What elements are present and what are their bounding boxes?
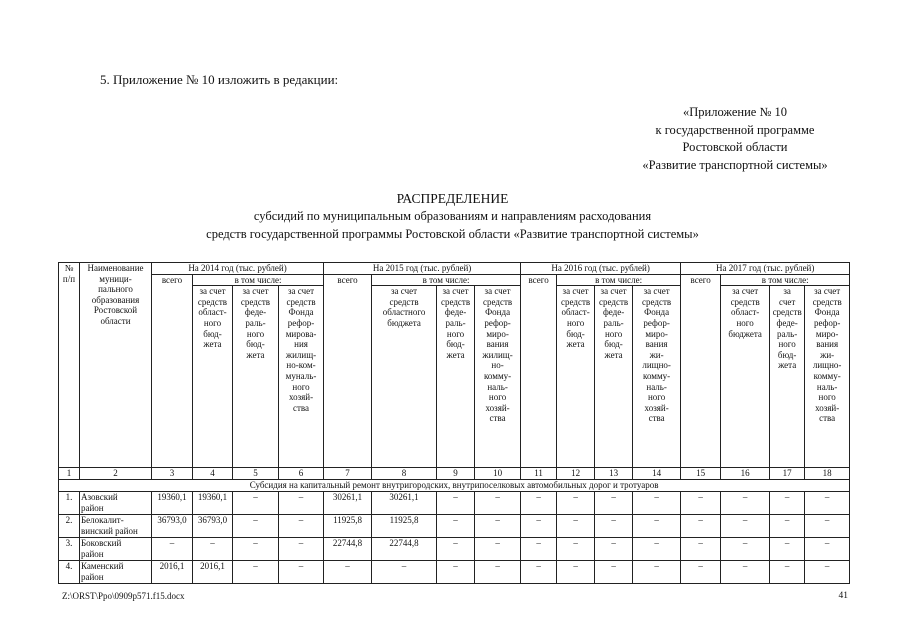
column-number-row bbox=[59, 468, 850, 480]
value-cell: 22744,8 bbox=[372, 538, 437, 561]
column-number-cell: 18 bbox=[805, 468, 850, 480]
value-cell: – bbox=[770, 538, 805, 561]
value-cell: – bbox=[595, 515, 633, 538]
value-cell: – bbox=[721, 515, 770, 538]
appendix-line-4: «Развитие транспортной системы» bbox=[642, 157, 828, 172]
value-cell: – bbox=[595, 492, 633, 515]
column-number-cell: 12 bbox=[557, 468, 595, 480]
value-cell: – bbox=[805, 515, 850, 538]
value-cell: – bbox=[521, 561, 557, 584]
value-cell: – bbox=[681, 538, 721, 561]
header-2017-regional: за счет средств област- ного бюджета bbox=[721, 286, 770, 468]
column-number-cell: 7 bbox=[324, 468, 372, 480]
value-cell: – bbox=[193, 538, 233, 561]
value-cell: – bbox=[233, 492, 279, 515]
value-cell: 30261,1 bbox=[324, 492, 372, 515]
value-cell: 22744,8 bbox=[324, 538, 372, 561]
header-total-2014: всего bbox=[152, 274, 193, 468]
header-2014-federal: за счет средств феде- раль- ного бюд- жета bbox=[233, 286, 279, 468]
column-number-cell: 15 bbox=[681, 468, 721, 480]
header-incl-2015: в том числе: bbox=[372, 274, 521, 286]
value-cell: – bbox=[437, 538, 475, 561]
column-number-cell: 14 bbox=[633, 468, 681, 480]
header-row-incl bbox=[59, 274, 850, 286]
header-incl-2014: в том числе: bbox=[193, 274, 324, 286]
value-cell: – bbox=[437, 492, 475, 515]
intro-text: 5. Приложение № 10 изложить в редакции: bbox=[100, 72, 339, 87]
column-number-cell: 13 bbox=[595, 468, 633, 480]
value-cell: – bbox=[279, 561, 324, 584]
row-number: 1. bbox=[59, 492, 80, 515]
value-cell: – bbox=[437, 515, 475, 538]
value-cell: – bbox=[595, 538, 633, 561]
value-cell: 36793,0 bbox=[152, 515, 193, 538]
value-cell: – bbox=[595, 561, 633, 584]
column-number-cell: 16 bbox=[721, 468, 770, 480]
header-2017-federal: за счет средств феде- раль- ного бюд- жета bbox=[770, 286, 805, 468]
distribution-table bbox=[58, 262, 850, 584]
column-number-cell: 10 bbox=[475, 468, 521, 480]
row-number: 4. bbox=[59, 561, 80, 584]
value-cell: – bbox=[521, 538, 557, 561]
footer-page-number: 41 bbox=[838, 591, 848, 601]
header-2015-federal: за счет средств феде- раль- ного бюд- жета bbox=[437, 286, 475, 468]
header-2017-fund: за счет средств Фонда рефор- миро- вания жи- лищно- комму- наль- ного хозяй- ства bbox=[805, 286, 850, 468]
value-cell: – bbox=[557, 538, 595, 561]
header-2014-regional: за счет средств област- ного бюд- жета bbox=[193, 286, 233, 468]
value-cell: 19360,1 bbox=[152, 492, 193, 515]
header-year-2014: На 2014 год (тыс. рублей) bbox=[152, 263, 324, 275]
value-cell: – bbox=[279, 515, 324, 538]
value-cell: – bbox=[681, 492, 721, 515]
header-2014-fund: за счет средств Фонда рефор- мирова- ния жилищ- но-ком- муналь- ного хозяй- ства bbox=[279, 286, 324, 468]
header-2016-fund: за счет средств Фонда рефор- миро- вания жи- лищно- комму- наль- ного хозяй- ства bbox=[633, 286, 681, 468]
header-total-2016: всего bbox=[521, 274, 557, 468]
column-number-cell: 8 bbox=[372, 468, 437, 480]
municipality-name: Азовский район bbox=[80, 492, 152, 515]
value-cell: – bbox=[152, 538, 193, 561]
value-cell: 30261,1 bbox=[372, 492, 437, 515]
value-cell: – bbox=[233, 561, 279, 584]
header-2015-regional: за счет средств областного бюджета bbox=[372, 286, 437, 468]
column-number-cell: 3 bbox=[152, 468, 193, 480]
header-incl-2016: в том числе: bbox=[557, 274, 681, 286]
column-number-cell: 5 bbox=[233, 468, 279, 480]
value-cell: – bbox=[721, 538, 770, 561]
value-cell: – bbox=[633, 538, 681, 561]
section-title: Субсидия на капитальный ремонт внутригородских, внутрипоселковых автомобильных дорог и тротуаров bbox=[59, 480, 850, 492]
section-row bbox=[59, 480, 850, 492]
appendix-header bbox=[600, 104, 870, 174]
table-row bbox=[59, 515, 850, 538]
municipality-name: Каменский район bbox=[80, 561, 152, 584]
municipality-name: Боковский район bbox=[80, 538, 152, 561]
document-title: РАСПРЕДЕЛЕНИЕ bbox=[396, 191, 509, 206]
value-cell: – bbox=[805, 561, 850, 584]
value-cell: – bbox=[475, 492, 521, 515]
column-number-cell: 9 bbox=[437, 468, 475, 480]
column-number-cell: 11 bbox=[521, 468, 557, 480]
header-2016-regional: за счет средств област- ного бюд- жета bbox=[557, 286, 595, 468]
table-row bbox=[59, 561, 850, 584]
value-cell: 11925,8 bbox=[372, 515, 437, 538]
value-cell: – bbox=[372, 561, 437, 584]
row-number: 2. bbox=[59, 515, 80, 538]
value-cell: – bbox=[233, 538, 279, 561]
appendix-line-1: «Приложение № 10 bbox=[682, 105, 788, 119]
header-2016-federal: за счет средств феде- раль- ного бюд- жета bbox=[595, 286, 633, 468]
column-number-cell: 4 bbox=[193, 468, 233, 480]
value-cell: – bbox=[437, 561, 475, 584]
header-year-2017: На 2017 год (тыс. рублей) bbox=[681, 263, 850, 275]
header-2015-fund: за счет средств Фонда рефор- миро- вания жилищ- но- комму- наль- ного хозяй- ства bbox=[475, 286, 521, 468]
table-row bbox=[59, 538, 850, 561]
column-number-cell: 1 bbox=[59, 468, 80, 480]
value-cell: – bbox=[475, 538, 521, 561]
header-row-years bbox=[59, 263, 850, 275]
value-cell: – bbox=[633, 515, 681, 538]
header-incl-2017: в том числе: bbox=[721, 274, 850, 286]
value-cell: 36793,0 bbox=[193, 515, 233, 538]
value-cell: – bbox=[721, 561, 770, 584]
value-cell: 2016,1 bbox=[193, 561, 233, 584]
header-total-2017: всего bbox=[681, 274, 721, 468]
appendix-line-3: Ростовской области bbox=[682, 140, 788, 154]
value-cell: – bbox=[521, 515, 557, 538]
value-cell: – bbox=[633, 561, 681, 584]
footer-file-path: Z:\ORST\Ppo\0909p571.f15.docx bbox=[62, 591, 185, 601]
value-cell: – bbox=[324, 561, 372, 584]
value-cell: – bbox=[805, 492, 850, 515]
row-number: 3. bbox=[59, 538, 80, 561]
header-name: Наименование муници- пального образования Ростовской области bbox=[80, 263, 152, 468]
table-row bbox=[59, 492, 850, 515]
header-no: № п/п bbox=[59, 263, 80, 468]
value-cell: – bbox=[770, 492, 805, 515]
column-number-cell: 17 bbox=[770, 468, 805, 480]
document-subtitle-2: средств государственной программы Ростовской области «Развитие транспортной системы» bbox=[206, 227, 699, 241]
header-year-2016: На 2016 год (тыс. рублей) bbox=[521, 263, 681, 275]
value-cell: – bbox=[557, 561, 595, 584]
header-year-2015: На 2015 год (тыс. рублей) bbox=[324, 263, 521, 275]
value-cell: – bbox=[521, 492, 557, 515]
value-cell: – bbox=[475, 515, 521, 538]
value-cell: – bbox=[475, 561, 521, 584]
value-cell: – bbox=[557, 515, 595, 538]
value-cell: – bbox=[770, 515, 805, 538]
document-subtitle-1: субсидий по муниципальным образованиям и направлениям расходования bbox=[253, 209, 652, 223]
value-cell: – bbox=[279, 538, 324, 561]
value-cell: – bbox=[805, 538, 850, 561]
column-number-cell: 2 bbox=[80, 468, 152, 480]
value-cell: – bbox=[557, 492, 595, 515]
value-cell: – bbox=[721, 492, 770, 515]
value-cell: 11925,8 bbox=[324, 515, 372, 538]
header-total-2015: всего bbox=[324, 274, 372, 468]
value-cell: 2016,1 bbox=[152, 561, 193, 584]
value-cell: – bbox=[633, 492, 681, 515]
value-cell: – bbox=[681, 515, 721, 538]
municipality-name: Белокалит- винский район bbox=[80, 515, 152, 538]
value-cell: – bbox=[770, 561, 805, 584]
value-cell: – bbox=[279, 492, 324, 515]
column-number-cell: 6 bbox=[279, 468, 324, 480]
value-cell: – bbox=[233, 515, 279, 538]
value-cell: 19360,1 bbox=[193, 492, 233, 515]
value-cell: – bbox=[681, 561, 721, 584]
appendix-line-2: к государственной программе bbox=[655, 122, 815, 137]
